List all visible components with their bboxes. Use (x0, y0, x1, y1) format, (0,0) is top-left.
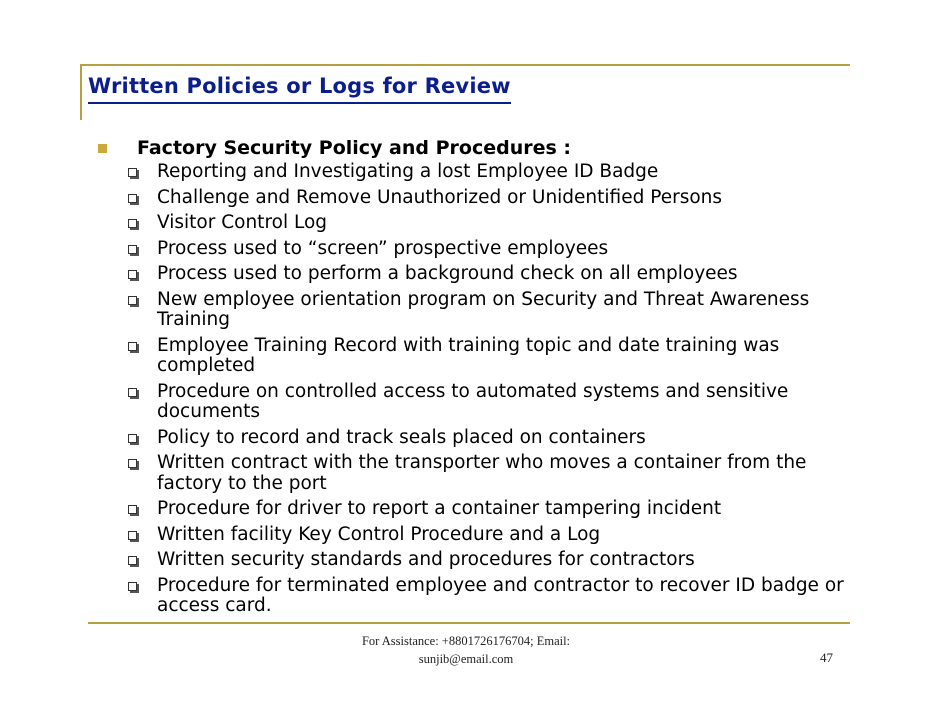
list-item (126, 262, 852, 288)
checkbox-bullet-icon (128, 505, 137, 514)
checkbox-bullet-icon (128, 434, 137, 443)
list-item (126, 380, 852, 426)
list-item (126, 288, 852, 334)
list-item (126, 548, 852, 574)
list-item-text: Policy to record and track seals placed on containers (157, 426, 646, 448)
checkbox-bullet-icon (128, 556, 137, 565)
list-item-text: Challenge and Remove Unauthorized or Unidentified Persons (157, 186, 723, 208)
list-item-text: Written contract with the transporter who moves a container from the factory to the port (157, 452, 807, 494)
list-item (126, 334, 852, 380)
list-item (126, 451, 852, 497)
list-item-text: Process used to perform a background check on all employees (157, 263, 738, 284)
list-item (126, 160, 852, 186)
checkbox-bullet-icon (128, 168, 137, 177)
main-bullet-item (92, 136, 852, 160)
list-item-text: Written facility Key Control Procedure and a Log (157, 523, 601, 545)
list-item (126, 523, 852, 549)
list-item-text: Procedure on controlled access to automated systems and sensitive documents (157, 380, 789, 422)
checkbox-bullet-icon (128, 582, 137, 591)
list-item-text: Visitor Control Log (157, 212, 328, 233)
list-item (126, 574, 852, 620)
list-item (126, 186, 852, 212)
checkbox-bullet-icon (128, 388, 137, 397)
checkbox-bullet-icon (128, 194, 137, 203)
checkbox-bullet-icon (128, 531, 137, 540)
checkbox-bullet-icon (128, 459, 137, 468)
checkbox-bullet-icon (128, 219, 137, 228)
footer-contact (320, 632, 612, 668)
bottom-rule (88, 622, 850, 624)
square-bullet-icon (98, 144, 107, 153)
page-number: 47 (820, 650, 833, 665)
checkbox-bullet-icon (128, 342, 137, 351)
footer-assistance-line: For Assistance: +8801726176704; Email: (361, 634, 571, 648)
list-item (126, 211, 852, 237)
list-item-text: Reporting and Investigating a lost Employee ID Badge (157, 161, 659, 182)
list-item-text: Written security standards and procedures for contractors (157, 549, 695, 570)
list-item-text: New employee orientation program on Security and Threat Awareness Training (157, 288, 810, 330)
list-item-text: Employee Training Record with training topic and date training was completed (157, 334, 780, 376)
main-bullet-text: Factory Security Policy and Procedures : (137, 137, 572, 159)
top-rule (80, 64, 850, 66)
slide-content (92, 136, 852, 620)
footer-email: sunjib@email.com (418, 652, 514, 666)
checkbox-bullet-icon (128, 296, 137, 305)
checkbox-bullet-icon (128, 270, 137, 279)
left-rule (80, 64, 82, 120)
list-item-text: Process used to “screen” prospective employees (157, 237, 609, 259)
list-item (126, 497, 852, 523)
sub-bullet-list (92, 160, 852, 620)
list-item-text: Procedure for terminated employee and contractor to recover ID badge or access card. (157, 574, 844, 616)
list-item (126, 426, 852, 452)
list-item-text: Procedure for driver to report a container tampering incident (157, 498, 722, 519)
slide-title: Written Policies or Logs for Review (88, 72, 511, 104)
checkbox-bullet-icon (128, 245, 137, 254)
list-item (126, 237, 852, 263)
